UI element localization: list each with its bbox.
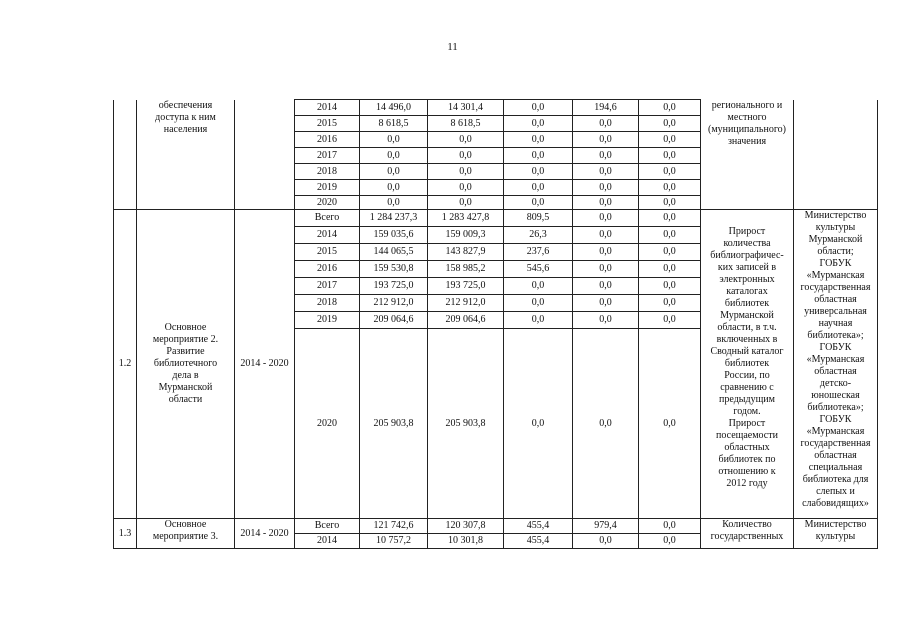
target-indicator: Количество государственных (701, 519, 794, 549)
year-cell: Всего (295, 210, 360, 227)
page-number: 11 (447, 41, 458, 53)
year-cell: 2017 (295, 148, 360, 164)
amount-cell: 0,0 (504, 164, 573, 180)
amount-cell: 0,0 (360, 148, 428, 164)
amount-cell: 143 827,9 (428, 244, 504, 261)
amount-cell: 809,5 (504, 210, 573, 227)
amount-cell: 0,0 (573, 196, 639, 210)
amount-cell: 0,0 (573, 132, 639, 148)
year-cell: 2018 (295, 295, 360, 312)
amount-cell: 0,0 (639, 278, 701, 295)
amount-cell: 8 618,5 (428, 116, 504, 132)
amount-cell: 0,0 (573, 244, 639, 261)
amount-cell: 0,0 (428, 148, 504, 164)
amount-cell: 1 283 427,8 (428, 210, 504, 227)
amount-cell: 14 496,0 (360, 100, 428, 116)
amount-cell: 0,0 (639, 519, 701, 534)
amount-cell: 0,0 (360, 196, 428, 210)
amount-cell: 0,0 (360, 132, 428, 148)
amount-cell: 0,0 (428, 164, 504, 180)
target-indicator: регионального и местного (муниципального) значения (701, 100, 794, 210)
amount-cell: 237,6 (504, 244, 573, 261)
measure-name: Основное мероприятие 3. (137, 519, 235, 549)
table-row (114, 519, 878, 534)
amount-cell: 14 301,4 (428, 100, 504, 116)
implementation-period (235, 100, 295, 210)
amount-cell: 26,3 (504, 227, 573, 244)
amount-cell: 545,6 (504, 261, 573, 278)
amount-cell: 0,0 (504, 180, 573, 196)
amount-cell: 0,0 (504, 132, 573, 148)
amount-cell: 0,0 (573, 312, 639, 329)
amount-cell: 0,0 (639, 312, 701, 329)
measure-name: обеспечения доступа к ним населения (137, 100, 235, 210)
amount-cell: 209 064,6 (360, 312, 428, 329)
amount-cell: 0,0 (639, 210, 701, 227)
year-cell: Всего (295, 519, 360, 534)
amount-cell: 455,4 (504, 519, 573, 534)
amount-cell: 0,0 (504, 196, 573, 210)
amount-cell: 0,0 (639, 196, 701, 210)
amount-cell: 193 725,0 (428, 278, 504, 295)
year-cell: 2018 (295, 164, 360, 180)
amount-cell: 0,0 (573, 116, 639, 132)
implementation-period: 2014 - 2020 (235, 210, 295, 519)
item-number: 1.2 (114, 210, 137, 519)
amount-cell: 0,0 (639, 534, 701, 549)
amount-cell: 0,0 (573, 295, 639, 312)
year-cell: 2014 (295, 100, 360, 116)
amount-cell: 0,0 (428, 196, 504, 210)
amount-cell: 159 530,8 (360, 261, 428, 278)
amount-cell: 193 725,0 (360, 278, 428, 295)
amount-cell: 209 064,6 (428, 312, 504, 329)
year-cell: 2015 (295, 244, 360, 261)
amount-cell: 159 035,6 (360, 227, 428, 244)
amount-cell: 0,0 (360, 180, 428, 196)
amount-cell: 159 009,3 (428, 227, 504, 244)
year-cell: 2019 (295, 180, 360, 196)
amount-cell: 0,0 (504, 116, 573, 132)
amount-cell: 0,0 (639, 180, 701, 196)
amount-cell: 0,0 (573, 210, 639, 227)
amount-cell: 158 985,2 (428, 261, 504, 278)
year-cell: 2015 (295, 116, 360, 132)
amount-cell: 10 757,2 (360, 534, 428, 549)
target-indicator: Прирост количества библиографичес- ких записей в электронных каталогах библиотек Мурманской области, в т.ч. включенных в Сводный каталог библиотек России, по сравнению с предыдущим годом. Прирост посещаемости областных библиотек по отношению к 2012 году (701, 210, 794, 519)
year-cell: 2014 (295, 227, 360, 244)
amount-cell: 1 284 237,3 (360, 210, 428, 227)
amount-cell: 212 912,0 (428, 295, 504, 312)
amount-cell: 0,0 (504, 148, 573, 164)
amount-cell: 0,0 (504, 100, 573, 116)
amount-cell: 121 742,6 (360, 519, 428, 534)
amount-cell: 0,0 (639, 227, 701, 244)
amount-cell: 205 903,8 (360, 329, 428, 519)
amount-cell: 0,0 (639, 100, 701, 116)
executor (794, 100, 878, 210)
amount-cell: 144 065,5 (360, 244, 428, 261)
amount-cell: 0,0 (639, 148, 701, 164)
amount-cell: 0,0 (504, 312, 573, 329)
amount-cell: 979,4 (573, 519, 639, 534)
amount-cell: 194,6 (573, 100, 639, 116)
year-cell: 2014 (295, 534, 360, 549)
amount-cell: 0,0 (573, 164, 639, 180)
measure-name: Основное мероприятие 2. Развитие библиотечного дела в Мурманской области (137, 210, 235, 519)
amount-cell: 0,0 (428, 132, 504, 148)
year-cell: 2016 (295, 261, 360, 278)
item-number: 1.3 (114, 519, 137, 549)
year-cell: 2017 (295, 278, 360, 295)
amount-cell: 0,0 (504, 329, 573, 519)
amount-cell: 0,0 (360, 164, 428, 180)
year-cell: 2016 (295, 132, 360, 148)
item-number (114, 100, 137, 210)
amount-cell: 0,0 (639, 329, 701, 519)
amount-cell: 0,0 (573, 278, 639, 295)
year-cell: 2020 (295, 196, 360, 210)
program-table (113, 99, 878, 549)
amount-cell: 0,0 (639, 164, 701, 180)
amount-cell: 0,0 (573, 261, 639, 278)
amount-cell: 10 301,8 (428, 534, 504, 549)
table-row (114, 210, 878, 227)
amount-cell: 120 307,8 (428, 519, 504, 534)
year-cell: 2020 (295, 329, 360, 519)
amount-cell: 0,0 (573, 180, 639, 196)
amount-cell: 0,0 (639, 132, 701, 148)
year-cell: 2019 (295, 312, 360, 329)
amount-cell: 0,0 (573, 329, 639, 519)
amount-cell: 0,0 (639, 261, 701, 278)
executor: Министерство культуры (794, 519, 878, 549)
amount-cell: 8 618,5 (360, 116, 428, 132)
amount-cell: 0,0 (639, 116, 701, 132)
amount-cell: 205 903,8 (428, 329, 504, 519)
table-row (114, 100, 878, 116)
amount-cell: 0,0 (573, 227, 639, 244)
executor: Министерство культуры Мурманской области; ГОБУК «Мурманская государственная областная универсальная научная библиотека»; ГОБУК «Мурманская областная детско- юношеская библиотека»; ГОБУК «Мурманская государственная областная специальная библиотека для слепых и слабовидящих» (794, 210, 878, 519)
amount-cell: 0,0 (504, 278, 573, 295)
implementation-period: 2014 - 2020 (235, 519, 295, 549)
amount-cell: 455,4 (504, 534, 573, 549)
amount-cell: 0,0 (428, 180, 504, 196)
amount-cell: 0,0 (639, 244, 701, 261)
amount-cell: 212 912,0 (360, 295, 428, 312)
amount-cell: 0,0 (639, 295, 701, 312)
amount-cell: 0,0 (573, 148, 639, 164)
amount-cell: 0,0 (573, 534, 639, 549)
amount-cell: 0,0 (504, 295, 573, 312)
